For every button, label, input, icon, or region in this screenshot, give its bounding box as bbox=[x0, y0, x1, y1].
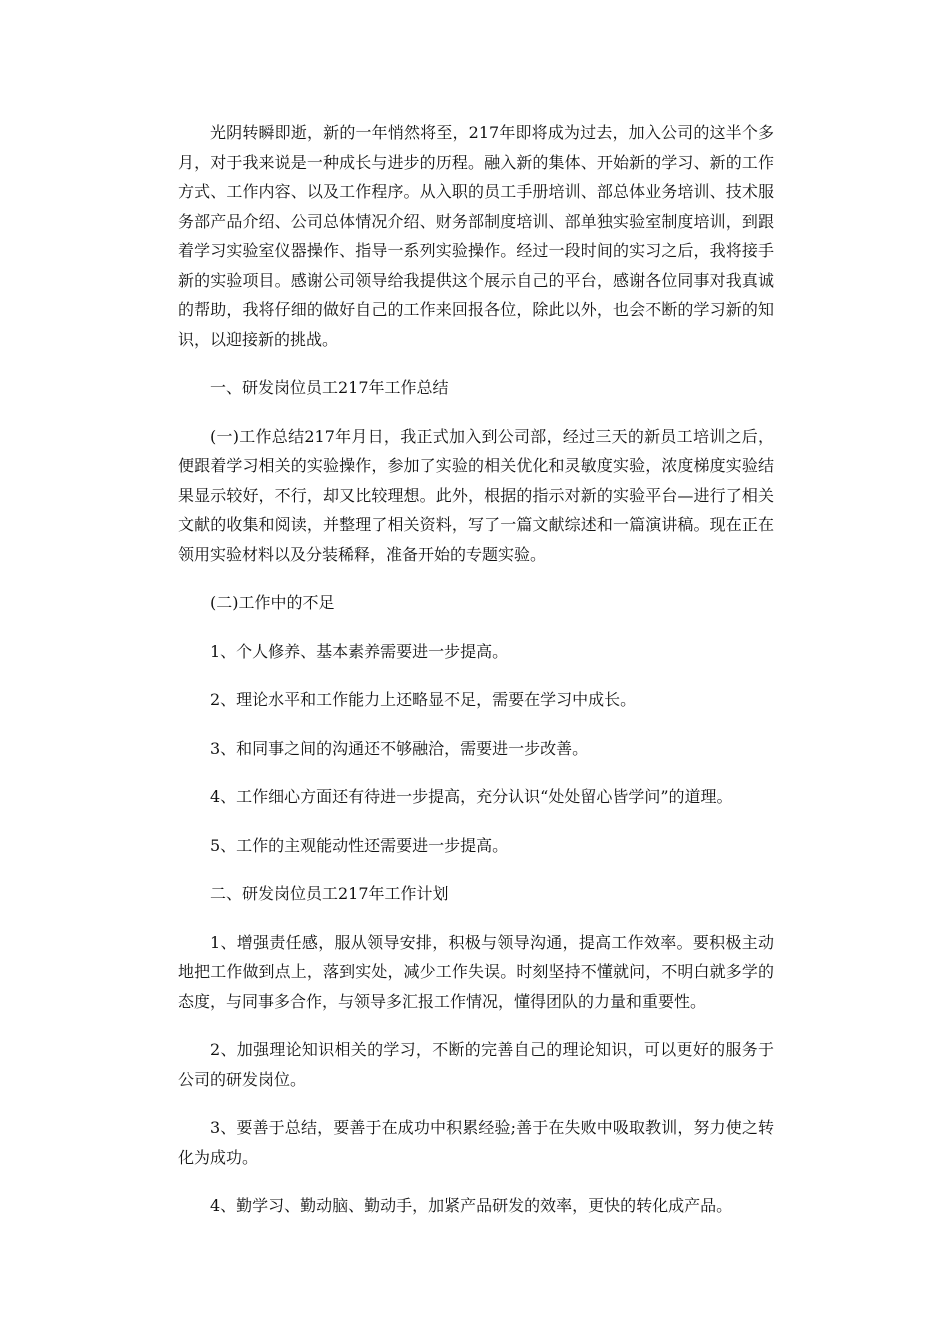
plan-item-4: 4、勤学习、勤动脑、勤动手，加紧产品研发的效率，更快的转化成产品。 bbox=[210, 1196, 733, 1215]
plan-item-1: 1、增强责任感，服从领导安排，积极与领导沟通，提高工作效率。要积极主动地把工作做到点上，落到实处，减少工作失误。时刻坚持不懂就问，不明白就多学的态度，与同事多合作，与领导多汇报工作情况，懂得团队的力量和重要性。 bbox=[178, 932, 774, 1011]
plan-item-3: 3、要善于总结，要善于在成功中积累经验;善于在失败中吸取教训，努力使之转化为成功。 bbox=[178, 1118, 774, 1167]
section-heading-plan: 二、研发岗位员工217年工作计划 bbox=[210, 884, 449, 903]
shortcoming-item-5: 5、工作的主观能动性还需要进一步提高。 bbox=[210, 835, 509, 855]
section-heading-summary: 一、研发岗位员工217年工作总结 bbox=[210, 378, 449, 397]
subsection-heading-shortcomings: (二)工作中的不足 bbox=[210, 593, 335, 612]
shortcoming-item-3: 3、和同事之间的沟通还不够融洽，需要进一步改善。 bbox=[210, 738, 589, 758]
shortcoming-item-2: 2、理论水平和工作能力上还略显不足，需要在学习中成长。 bbox=[210, 690, 637, 709]
subsection-work-summary: (一)工作总结217年月日，我正式加入到公司部，经过三天的新员工培训之后，便跟着学习相关的实验操作，参加了实验的相关优化和灵敏度实验，浓度梯度实验结果显示较好，不行，却又比较理想。此外，根据的指示对新的实验平台—进行了相关文献的收集和阅读，并整理了相关资料，写了一篇文献综述和一篇演讲稿。现在正在领用实验材料以及分装稀释，准备开始的专题实验。 bbox=[178, 426, 774, 564]
shortcoming-item-1: 1、个人修养、基本素养需要进一步提高。 bbox=[210, 641, 509, 661]
plan-item-2: 2、加强理论知识相关的学习，不断的完善自己的理论知识，可以更好的服务于公司的研发岗位。 bbox=[178, 1040, 774, 1089]
shortcoming-item-4: 4、工作细心方面还有待进一步提高，充分认识“处处留心皆学问”的道理。 bbox=[210, 787, 733, 806]
document-body bbox=[178, 118, 774, 1240]
intro-paragraph: 光阴转瞬即逝，新的一年悄然将至，217年即将成为过去，加入公司的这半个多月，对于我来说是一种成长与进步的历程。融入新的集体、开始新的学习、新的工作方式、工作内容、以及工作程序。从入职的员工手册培训、部总体业务培训、技术服务部产品介绍、公司总体情况介绍、财务部制度培训、部单独实验室制度培训，到跟着学习实验室仪器操作、指导一系列实验操作。经过一段时间的实习之后，我将接手新的实验项目。感谢公司领导给我提供这个展示自己的平台，感谢各位同事对我真诚的帮助，我将仔细的做好自己的工作来回报各位，除此以外，也会不断的学习新的知识，以迎接新的挑战。 bbox=[178, 123, 774, 349]
